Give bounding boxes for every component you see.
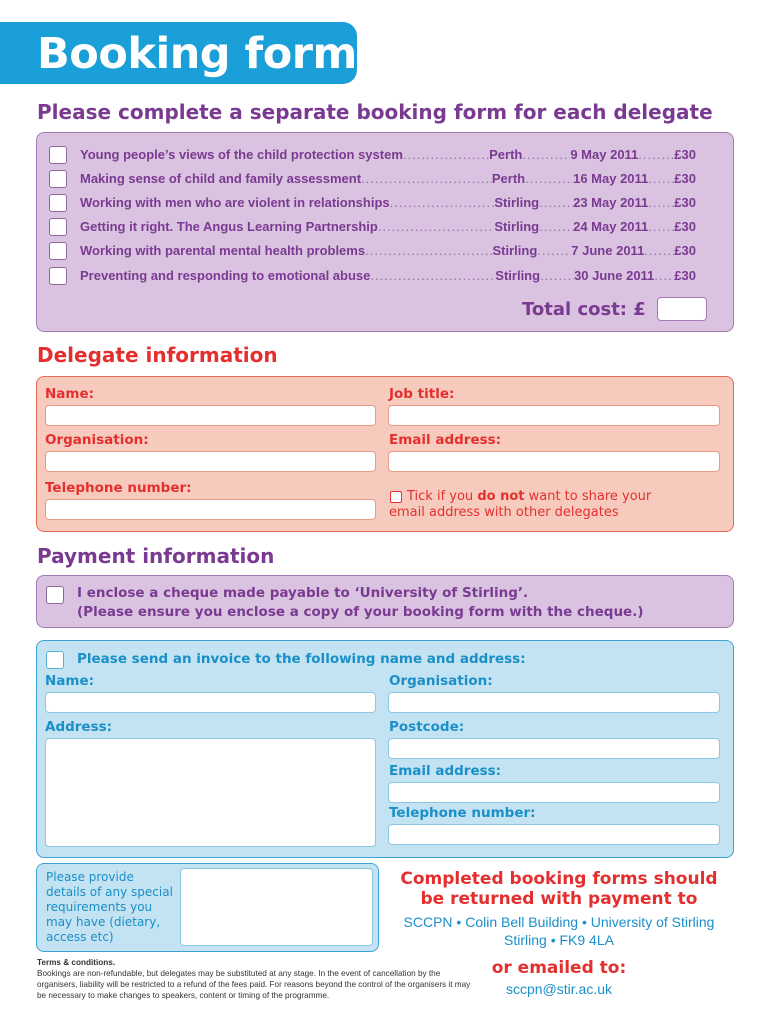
invoice-checkbox[interactable] <box>46 651 64 669</box>
course-checkbox-3[interactable] <box>49 194 67 212</box>
total-cost-input[interactable] <box>657 297 707 321</box>
course-venue: Perth <box>489 147 523 162</box>
course-date: 16 May 2011 <box>573 171 649 186</box>
course-date: 7 June 2011 <box>571 243 645 258</box>
course-checkbox-2[interactable] <box>49 170 67 188</box>
cheque-text: I enclose a cheque made payable to ‘University of Stirling’. (Please ensure you enclose a copy of your booking form with the cheque.) <box>77 585 644 620</box>
course-row <box>80 147 696 165</box>
course-price: £30 <box>674 243 696 258</box>
terms-heading: Terms & conditions. <box>37 958 116 967</box>
course-price: £30 <box>674 219 696 234</box>
invoice-organisation-field[interactable] <box>388 692 720 713</box>
course-row <box>80 268 696 286</box>
course-date: 30 June 2011 <box>574 268 655 283</box>
invoice-name-field[interactable] <box>45 692 376 713</box>
course-name: Working with men who are violent in relationships <box>80 195 390 210</box>
course-row <box>80 243 696 261</box>
terms-text: Bookings are non-refundable, but delegates may be substituted at any stage. In the event of cancellation by the organisers, liability will be restricted to a refund of the fees paid. For reasons beyond the control of the organisers it may be necessary to make changes to speakers, content or timing of the programme. <box>37 969 471 1000</box>
telephone-label: Telephone number: <box>45 480 192 496</box>
address-label: Address: <box>45 719 113 735</box>
invoice-email-label: Email address: <box>389 763 502 779</box>
postcode-field[interactable] <box>388 738 720 759</box>
total-cost-label: Total cost: £ <box>522 299 646 320</box>
payment-heading: Payment information <box>37 544 275 568</box>
course-row <box>80 171 696 189</box>
course-price: £30 <box>674 171 696 186</box>
cheque-checkbox[interactable] <box>46 586 64 604</box>
return-address-line2: Stirling • FK9 4LA <box>504 932 614 948</box>
course-name: Preventing and responding to emotional abuse <box>80 268 371 283</box>
special-requirements-field[interactable] <box>180 868 373 946</box>
organisation-label: Organisation: <box>45 432 149 448</box>
postcode-label: Postcode: <box>389 719 465 735</box>
job-title-field[interactable] <box>388 405 720 426</box>
delegate-name-label: Name: <box>45 386 95 402</box>
course-row <box>80 219 696 237</box>
course-price: £30 <box>674 268 696 283</box>
delegate-heading: Delegate information <box>37 343 278 367</box>
invoice-organisation-label: Organisation: <box>389 673 493 689</box>
course-checkbox-5[interactable] <box>49 242 67 260</box>
invoice-telephone-label: Telephone number: <box>389 805 536 821</box>
special-requirements-text: Please provide details of any special requirements you may have (dietary, access etc) <box>46 870 173 944</box>
invoice-email-field[interactable] <box>388 782 720 803</box>
share-email-text: Tick if you do not want to share your email address with other delegates <box>389 489 652 520</box>
course-date: 9 May 2011 <box>570 147 639 162</box>
return-heading-line1: Completed booking forms should <box>400 869 718 889</box>
address-field[interactable] <box>45 738 376 847</box>
email-field[interactable] <box>388 451 720 472</box>
course-price: £30 <box>674 195 696 210</box>
course-row <box>80 195 696 213</box>
organisation-field[interactable] <box>45 451 376 472</box>
course-checkbox-4[interactable] <box>49 218 67 236</box>
course-venue: Stirling <box>495 268 541 283</box>
title-banner <box>0 22 357 84</box>
email-label: Email address: <box>389 432 502 448</box>
page-title: Booking form <box>37 29 357 79</box>
telephone-field[interactable] <box>45 499 376 520</box>
return-address-line1: SCCPN • Colin Bell Building • University of Stirling <box>403 914 715 930</box>
invoice-name-label: Name: <box>45 673 95 689</box>
course-date: 23 May 2011 <box>573 195 649 210</box>
course-name: Young people’s views of the child protection system <box>80 147 403 162</box>
return-heading-line2: be returned with payment to <box>420 889 698 909</box>
delegate-name-field[interactable] <box>45 405 376 426</box>
course-checkbox-1[interactable] <box>49 146 67 164</box>
course-date: 24 May 2011 <box>573 219 649 234</box>
course-checkbox-6[interactable] <box>49 267 67 285</box>
course-venue: Perth <box>491 171 526 186</box>
terms-and-conditions <box>37 957 477 1001</box>
return-email[interactable]: sccpn@stir.ac.uk <box>505 981 613 997</box>
course-name: Getting it right. The Angus Learning Partnership <box>80 219 378 234</box>
email-heading: or emailed to: <box>491 958 627 978</box>
course-price: £30 <box>674 147 696 162</box>
subtitle: Please complete a separate booking form for each delegate <box>37 100 713 124</box>
course-venue: Stirling <box>492 243 538 258</box>
course-name: Making sense of child and family assessment <box>80 171 362 186</box>
job-title-label: Job title: <box>389 386 455 402</box>
course-venue: Stirling <box>494 219 540 234</box>
course-name: Working with parental mental health problems <box>80 243 366 258</box>
invoice-telephone-field[interactable] <box>388 824 720 845</box>
invoice-text: Please send an invoice to the following name and address: <box>77 651 526 667</box>
course-venue: Stirling <box>494 195 540 210</box>
